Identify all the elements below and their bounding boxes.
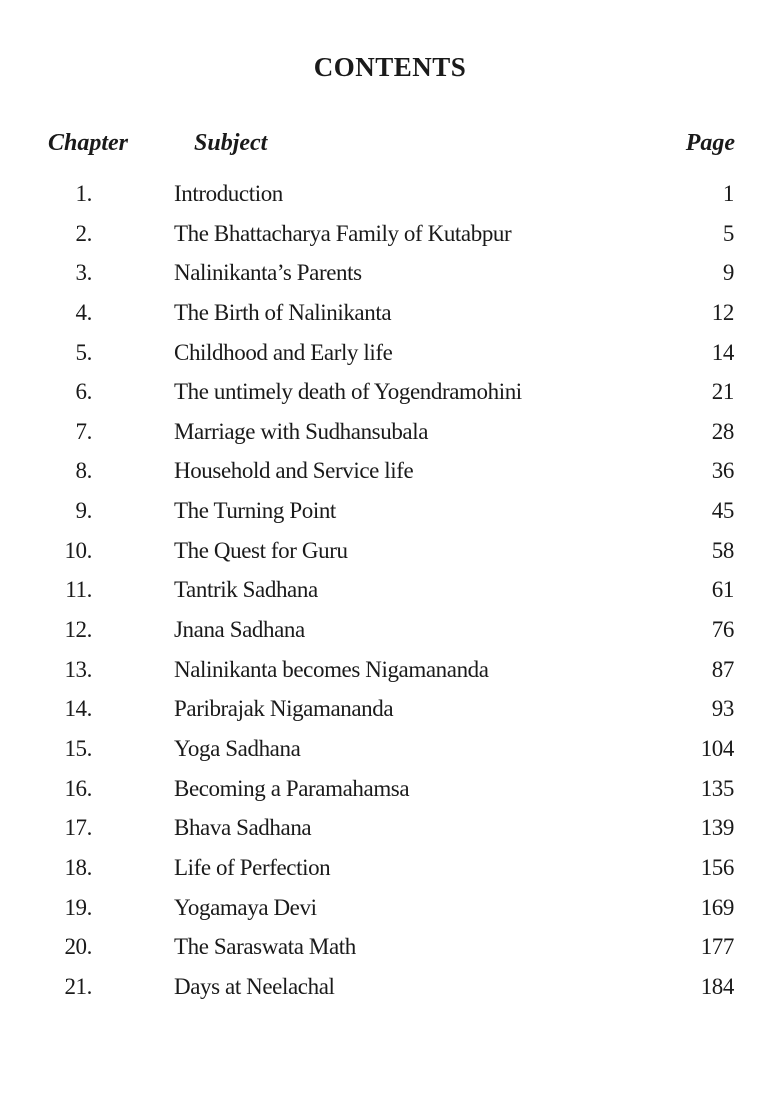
contents-entry — [0, 815, 780, 855]
chapter-subject: The Bhattacharya Family of Kutabpur — [174, 220, 512, 246]
chapter-number: 14. — [64, 696, 92, 722]
chapter-subject: Nalinikanta’s Parents — [174, 260, 362, 286]
contents-entry — [0, 458, 780, 498]
chapter-subject: Marriage with Sudhansubala — [174, 418, 429, 444]
chapter-page: 76 — [711, 617, 734, 643]
contents-list — [0, 181, 780, 1013]
contents-entry — [0, 300, 780, 340]
chapter-number: 19. — [64, 894, 92, 920]
contents-entry — [0, 419, 780, 459]
chapter-number: 3. — [75, 260, 92, 286]
contents-entry — [0, 855, 780, 895]
contents-entry — [0, 379, 780, 419]
chapter-page: 36 — [711, 458, 734, 484]
chapter-number: 1. — [75, 181, 92, 206]
contents-entry — [0, 538, 780, 578]
chapter-subject: Bhava Sadhana — [174, 815, 312, 841]
chapter-number: 9. — [75, 498, 92, 524]
chapter-number: 21. — [64, 973, 92, 999]
chapter-page: 5 — [722, 220, 734, 246]
chapter-page: 135 — [700, 775, 734, 801]
chapter-number: 12. — [64, 617, 92, 643]
page-header: Page — [685, 130, 735, 156]
chapter-header: Chapter — [48, 130, 129, 156]
chapter-number: 13. — [64, 656, 92, 682]
chapter-page: 184 — [700, 973, 734, 999]
chapter-page: 156 — [700, 854, 734, 880]
contents-entry — [0, 776, 780, 816]
chapter-number: 15. — [64, 735, 92, 761]
contents-entry — [0, 498, 780, 538]
chapter-number: 6. — [75, 379, 92, 405]
chapter-page: 12 — [711, 299, 734, 325]
contents-entry — [0, 895, 780, 935]
chapter-subject: Yoga Sadhana — [174, 735, 301, 761]
chapter-number: 4. — [75, 299, 92, 325]
chapter-page: 61 — [711, 577, 734, 603]
contents-entry — [0, 577, 780, 617]
chapter-number: 10. — [64, 537, 92, 563]
chapter-subject: The Quest for Guru — [174, 537, 348, 563]
chapter-page: 104 — [700, 735, 734, 761]
chapter-number: 5. — [75, 339, 92, 365]
contents-entry — [0, 974, 780, 1014]
chapter-subject: Becoming a Paramahamsa — [174, 775, 410, 801]
chapter-subject: Introduction — [174, 181, 283, 206]
chapter-number: 2. — [75, 220, 92, 246]
chapter-subject: The Turning Point — [174, 498, 336, 524]
chapter-number: 8. — [75, 458, 92, 484]
chapter-subject: The Saraswata Math — [174, 934, 356, 960]
chapter-number: 20. — [64, 934, 92, 960]
chapter-number: 11. — [65, 577, 92, 603]
chapter-subject: Life of Perfection — [174, 854, 331, 880]
chapter-subject: The Birth of Nalinikanta — [174, 299, 392, 325]
chapter-page: 21 — [711, 379, 734, 405]
chapter-subject: Childhood and Early life — [174, 339, 393, 365]
contents-entry — [0, 340, 780, 380]
chapter-subject: Yogamaya Devi — [174, 894, 317, 920]
chapter-number: 18. — [64, 854, 92, 880]
contents-entry — [0, 221, 780, 261]
chapter-page: 93 — [711, 696, 734, 722]
contents-entry — [0, 657, 780, 697]
chapter-subject: Tantrik Sadhana — [174, 577, 318, 603]
contents-entry — [0, 736, 780, 776]
contents-entry — [0, 617, 780, 657]
page-title: CONTENTS — [313, 52, 467, 82]
contents-entry — [0, 696, 780, 736]
subject-header: Subject — [194, 130, 268, 156]
chapter-number: 16. — [64, 775, 92, 801]
chapter-page: 177 — [700, 934, 734, 960]
chapter-subject: Jnana Sadhana — [174, 617, 305, 643]
chapter-subject: Paribrajak Nigamananda — [174, 696, 394, 722]
chapter-page: 28 — [711, 418, 734, 444]
chapter-page: 9 — [722, 260, 734, 286]
chapter-page: 87 — [711, 656, 734, 682]
chapter-page: 58 — [711, 537, 734, 563]
chapter-subject: Days at Neelachal — [174, 973, 335, 999]
chapter-number: 17. — [64, 815, 92, 841]
chapter-page: 14 — [711, 339, 734, 365]
chapter-page: 1 — [722, 181, 734, 206]
contents-entry — [0, 181, 780, 221]
chapter-page: 169 — [700, 894, 734, 920]
contents-entry — [0, 260, 780, 300]
chapter-subject: The untimely death of Yogendramohini — [174, 379, 522, 405]
chapter-page: 45 — [711, 498, 734, 524]
contents-entry — [0, 934, 780, 974]
chapter-subject: Nalinikanta becomes Nigamananda — [174, 656, 489, 682]
chapter-page: 139 — [700, 815, 734, 841]
chapter-number: 7. — [75, 418, 92, 444]
chapter-subject: Household and Service life — [174, 458, 414, 484]
